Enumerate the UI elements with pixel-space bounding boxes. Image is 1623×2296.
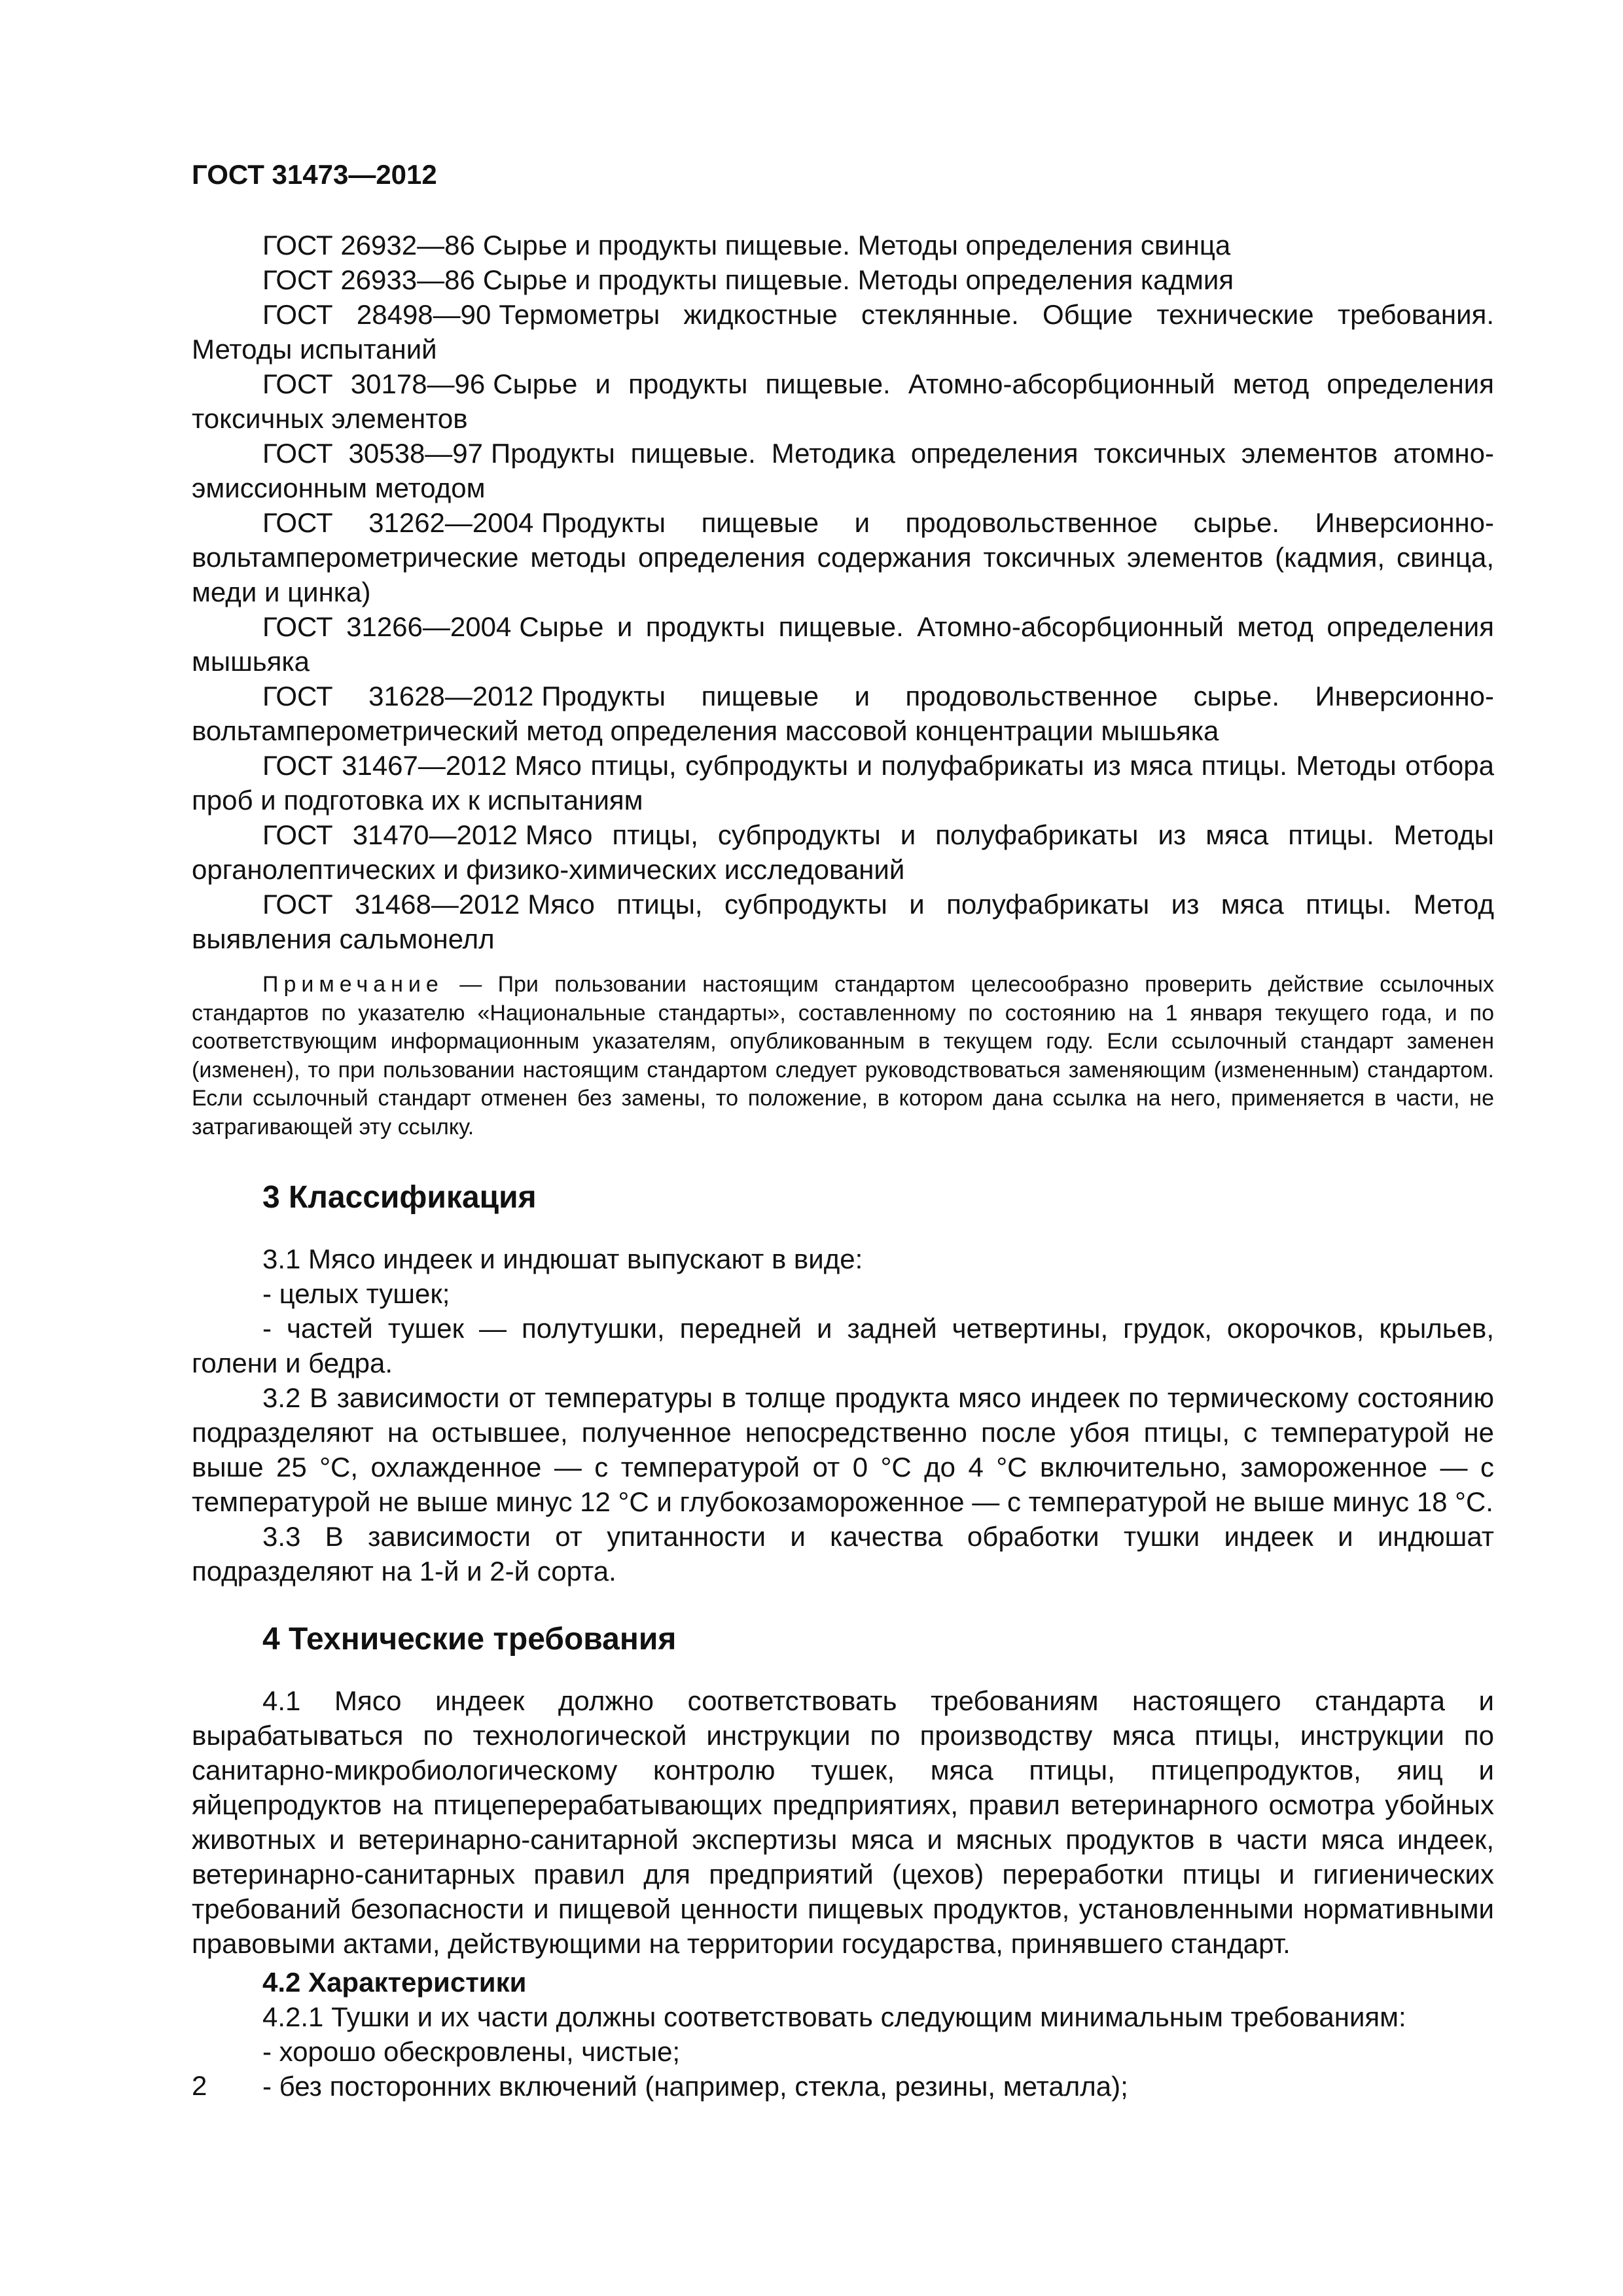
note-paragraph: [192, 971, 1494, 1141]
reference-entry: [192, 609, 1494, 679]
reference-title: Продукты пищевые и продовольственное сырье. Инверсионно-вольтамперометрический метод определения массовой концентрации мышьяка: [192, 681, 1495, 746]
list-item: - хорошо обескровлены, чистые;: [262, 2036, 681, 2067]
reference-code: ГОСТ 31468—2012: [262, 889, 520, 920]
reference-code: ГОСТ 31262—2004: [262, 507, 534, 538]
reference-code: ГОСТ 31266—2004: [262, 611, 512, 642]
section-3-heading: 3 Классификация: [262, 1180, 537, 1215]
reference-title: Сырье и продукты пищевые. Атомно-абсорбционный метод определения токсичных элементов: [192, 368, 1494, 434]
page-number: 2: [192, 2070, 207, 2101]
reference-title: Сырье и продукты пищевые. Атомно-абсорбционный метод определения мышьяка: [192, 611, 1494, 677]
reference-code: ГОСТ 31467—2012: [262, 750, 507, 781]
list-item: - частей тушек — полутушки, передней и задней четвертины, грудок, окорочков, крыльев, голени и бедра.: [192, 1313, 1494, 1378]
reference-code: ГОСТ 31628—2012: [262, 681, 534, 711]
reference-title: Мясо птицы, субпродукты и полуфабрикаты из мяса птицы. Метод выявления сальмонелл: [192, 889, 1495, 954]
list-item: - целых тушек;: [262, 1278, 450, 1309]
clause-3-3: 3.3 В зависимости от упитанности и качества обработки тушки индеек и индюшат подразделяют на 1-й и 2-й сорта.: [192, 1521, 1494, 1587]
clause-3-2: 3.2 В зависимости от температуры в толще продукта мясо индеек по термическому состоянию подразделяют на остывшее, полученное непосредственно после убоя птицы, с температурой не выше 25 °С, охлажденное — с температурой от 0 °С до 4 °С включительно, замороженное — с температурой не выше минус 12 °С и глубокозамороженное — с температурой не выше минус 18 °С.: [192, 1382, 1494, 1517]
reference-title: Продукты пищевые. Методика определения токсичных элементов атомно-эмиссионным методом: [192, 438, 1494, 503]
section-3-body: [192, 1242, 1494, 1588]
reference-entry: [192, 817, 1494, 887]
clause-3-1: 3.1 Мясо индеек и индюшат выпускают в виде:: [262, 1244, 863, 1274]
clause-4-1: 4.1 Мясо индеек должно соответствовать требованиям настоящего стандарта и вырабатываться по технологической инструкции по производству мяса птицы, инструкции по санитарно-микробиологическому контролю тушек, мяса птицы, птицепродуктов, яиц и яйцепродуктов на птицеперерабатывающих предприятиях, правил ветеринарного осмотра убойных животных и ветеринарно-санитарной экспертизы мяса и мясных продуктов в части мяса индеек, ветеринарно-санитарных правил для предприятий (цехов) переработки птицы и гигиенических требований безопасности и пищевой ценности пищевых продуктов, установленными нормативными правовыми актами, действующими на территории государства, принявшего стандарт.: [192, 1685, 1494, 1959]
reference-code: ГОСТ 30538—97: [262, 438, 484, 469]
reference-entry: [192, 297, 1494, 367]
list-item: - без посторонних включений (например, стекла, резины, металла);: [262, 2071, 1128, 2102]
reference-code: ГОСТ 28498—90: [262, 299, 491, 330]
reference-code: ГОСТ 30178—96: [262, 368, 486, 399]
reference-entry: [192, 262, 1494, 297]
clause-4-2-1: 4.2.1 Тушки и их части должны соответствовать следующим минимальным требованиям:: [262, 2001, 1406, 2032]
section-4-heading: 4 Технические требования: [262, 1622, 677, 1657]
reference-entry: [192, 228, 1494, 262]
reference-title: Сырье и продукты пищевые. Методы определения кадмия: [482, 264, 1234, 295]
document-body: [192, 228, 1494, 2104]
reference-code: ГОСТ 26933—86: [262, 264, 475, 295]
reference-title: Сырье и продукты пищевые. Методы определения свинца: [482, 230, 1231, 260]
reference-code: ГОСТ 31470—2012: [262, 819, 518, 850]
note-text: — При пользовании настоящим стандартом целесообразно проверить действие ссылочных стандартов по указателю «Национальные стандарты», составленному по состоянию на 1 января текущего года, и по соответствующим информационным указателям, опубликованным в текущем году. Если ссылочный стандарт заменен (изменен), то при пользовании настоящим стандартом следует руководствоваться заменяющим (измененным) стандартом. Если ссылочный стандарт отменен без замены, то положение, в котором дана ссылка на него, применяется в части, не затрагивающей эту ссылку.: [192, 972, 1494, 1139]
reference-entry: [192, 679, 1494, 748]
reference-entry: [192, 748, 1494, 817]
section-4-body: [192, 1683, 1494, 2104]
reference-title: Термометры жидкостные стеклянные. Общие технические требования. Методы испытаний: [192, 299, 1494, 365]
reference-title: Мясо птицы, субпродукты и полуфабрикаты из мяса птицы. Методы отбора проб и подготовка их к испытаниям: [192, 750, 1495, 816]
reference-entry: [192, 436, 1494, 505]
reference-entry: [192, 505, 1494, 609]
subsection-4-2-heading: 4.2 Характеристики: [262, 1967, 527, 1998]
normative-references-list: [192, 228, 1494, 956]
reference-title: Мясо птицы, субпродукты и полуфабрикаты из мяса птицы. Методы органолептических и физико-химических исследований: [192, 819, 1494, 885]
reference-code: ГОСТ 26932—86: [262, 230, 475, 260]
reference-entry: [192, 367, 1494, 436]
reference-title: Продукты пищевые и продовольственное сырье. Инверсионно-вольтамперометрические методы определения содержания токсичных элементов (кадмия, свинца, меди и цинка): [192, 507, 1495, 607]
reference-entry: [192, 887, 1494, 956]
note-label: Примечание: [262, 972, 444, 997]
document-header: ГОСТ 31473—2012: [192, 159, 437, 190]
